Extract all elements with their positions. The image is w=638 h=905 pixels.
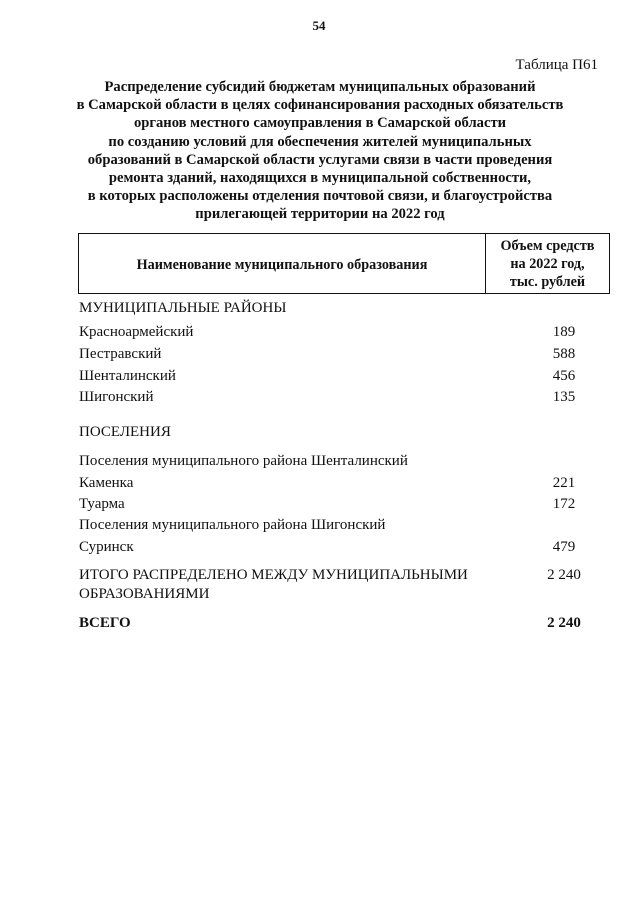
row-name: Туарма bbox=[79, 496, 125, 512]
title-line: в которых расположены отделения почтовой связи, и благоустройства bbox=[87, 188, 553, 205]
row-name: Пестравский bbox=[79, 346, 162, 362]
row-value: 172 bbox=[552, 496, 576, 512]
row-value: 189 bbox=[552, 324, 576, 340]
title-line: образований в Самарской области услугами связи в части проведения bbox=[87, 151, 553, 168]
column-header-amount-line: Объем средств bbox=[500, 237, 595, 254]
group-heading-label: Поселения муниципального района Шигонский bbox=[79, 517, 386, 533]
table-row bbox=[79, 345, 599, 364]
row-name: Суринск bbox=[79, 539, 134, 555]
column-header-amount-line: тыс. рублей bbox=[509, 273, 586, 290]
grand-total-row bbox=[79, 614, 599, 633]
title-line: прилегающей территории на 2022 год bbox=[195, 206, 445, 223]
row-value: 135 bbox=[552, 389, 576, 405]
section-heading-label: МУНИЦИПАЛЬНЫЕ РАЙОНЫ bbox=[79, 300, 287, 316]
row-name: Красноармейский bbox=[79, 324, 194, 340]
title-line: ремонта зданий, находящихся в муниципальной собственности, bbox=[108, 170, 532, 187]
title-line: Распределение субсидий бюджетам муниципальных образований bbox=[104, 79, 536, 95]
table-row bbox=[79, 495, 599, 514]
row-value: 456 bbox=[552, 368, 576, 384]
row-name: Шигонский bbox=[79, 389, 154, 405]
table-header bbox=[78, 233, 610, 294]
total-distributed-label: ИТОГО РАСПРЕДЕЛЕНО МЕЖДУ МУНИЦИПАЛЬНЫМИ ОБРАЗОВАНИЯМИ bbox=[79, 567, 468, 602]
title-line: в Самарской области в целях софинансирования расходных обязательств bbox=[76, 97, 564, 114]
row-name: Шенталинский bbox=[79, 368, 176, 384]
title-line: по созданию условий для обеспечения жителей муниципальных bbox=[108, 133, 532, 150]
table-row bbox=[79, 367, 599, 386]
total-distributed-row bbox=[79, 566, 599, 604]
table-row bbox=[79, 323, 599, 342]
grand-total-label: ВСЕГО bbox=[79, 615, 131, 631]
section-heading-settlements bbox=[79, 423, 599, 442]
row-value: 479 bbox=[552, 539, 576, 555]
table-row bbox=[79, 538, 599, 557]
total-distributed-value: 2 240 bbox=[547, 567, 581, 583]
section-heading-districts bbox=[79, 299, 599, 318]
table-reference: Таблица П61 bbox=[515, 57, 598, 73]
group-heading-label: Поселения муниципального района Шенталинский bbox=[79, 453, 408, 469]
row-value: 221 bbox=[552, 475, 576, 491]
column-header-amount bbox=[486, 234, 609, 293]
page-number: 54 bbox=[312, 18, 326, 33]
row-value: 588 bbox=[552, 346, 576, 362]
grand-total-value: 2 240 bbox=[547, 615, 581, 631]
column-header-amount-line: на 2022 год, bbox=[510, 255, 585, 272]
group-heading bbox=[79, 452, 599, 471]
group-heading bbox=[79, 516, 599, 535]
title-line: органов местного самоуправления в Самарской области bbox=[133, 115, 507, 132]
column-header-name: Наименование муниципального образования bbox=[79, 234, 486, 293]
section-heading-label: ПОСЕЛЕНИЯ bbox=[79, 424, 171, 440]
row-name: Каменка bbox=[79, 475, 134, 491]
document-title bbox=[60, 78, 580, 224]
table-row bbox=[79, 474, 599, 493]
table-row bbox=[79, 388, 599, 407]
